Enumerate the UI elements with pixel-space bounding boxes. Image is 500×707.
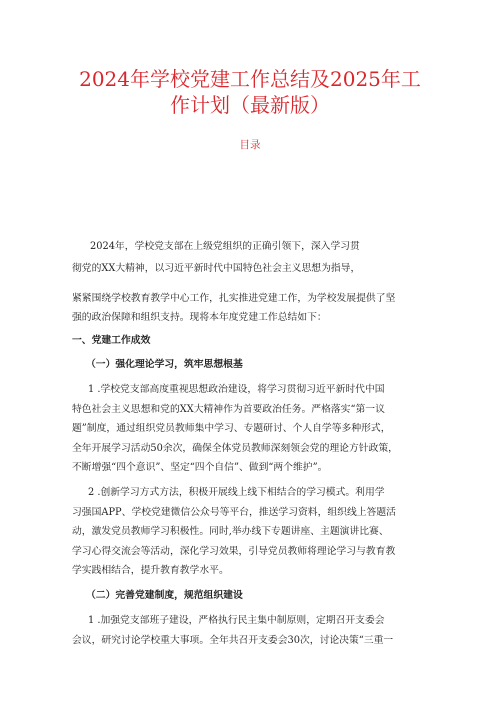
paragraph-line: 2 .创新学习方式方法，积极开展线上线下相结合的学习模式。利用学 <box>88 487 385 498</box>
paragraph-line: 习强国APP、学校党建微信公众号等平台，推送学习资料，组织线上答题活 <box>72 507 396 518</box>
paragraph-line: 1 .学校党支部高度重视思想政治建设，将学习贯彻习近平新时代中国 <box>88 384 385 395</box>
paragraph-line: 全年开展学习活动50余次，确保全体党员教师深刻领会党的理论方针政策， <box>72 443 398 454</box>
paragraph-line: 强的政治保障和组织支持。现将本年度党建工作总结如下： <box>72 312 327 323</box>
toc-label: 目录 <box>239 139 261 151</box>
subsection-heading: （一）强化理论学习，筑牢思想根基 <box>86 359 243 370</box>
document-title-line-2: 作计划（最新版） <box>170 93 330 117</box>
paragraph-line: 题”制度，通过组织党员教师集中学习、专题研讨、个人自学等多种形式， <box>72 423 391 434</box>
paragraph-line: 紧紧围绕学校教育教学中心工作，扎实推进党建工作，为学校发展提供了坚 <box>72 293 396 304</box>
section-heading: 一、党建工作成效 <box>72 335 151 346</box>
document-title-line-1: 2024年学校党建工作总结及2025年工 <box>79 67 421 91</box>
paragraph-line: 学实践相结合，提升教育教学水平。 <box>72 565 229 576</box>
paragraph-line: 会议，研究讨论学校重大事项。全年共召开支委会30次，讨论决策“三重一 <box>72 635 394 646</box>
paragraph-line: 1 .加强党支部班子建设，严格执行民主集中制原则，定期召开支委会 <box>88 615 385 626</box>
paragraph-line: 2024年，学校党支部在上级党组织的正确引领下，深入学习贯 <box>90 241 360 252</box>
subsection-heading: （二）完善党建制度，规范组织建设 <box>86 590 243 601</box>
paragraph-line: 动，激发党员教师学习积极性。同时,举办线下专题讲座、主题演讲比赛、 <box>72 526 389 537</box>
paragraph-line: 不断增强“四个意识”、坚定“四个自信”、做到“两个维护”。 <box>72 462 328 473</box>
paragraph-line: 彻党的XX大精神，以习近平新时代中国特色社会主义思想为指导， <box>72 263 361 274</box>
paragraph-line: 特色社会主义思想和党的XX大精神作为首要政治任务。严格落实“第一议 <box>72 404 385 415</box>
paragraph-line: 学习心得交流会等活动，深化学习效果，引导党员教师将理论学习与教育教 <box>72 546 396 557</box>
